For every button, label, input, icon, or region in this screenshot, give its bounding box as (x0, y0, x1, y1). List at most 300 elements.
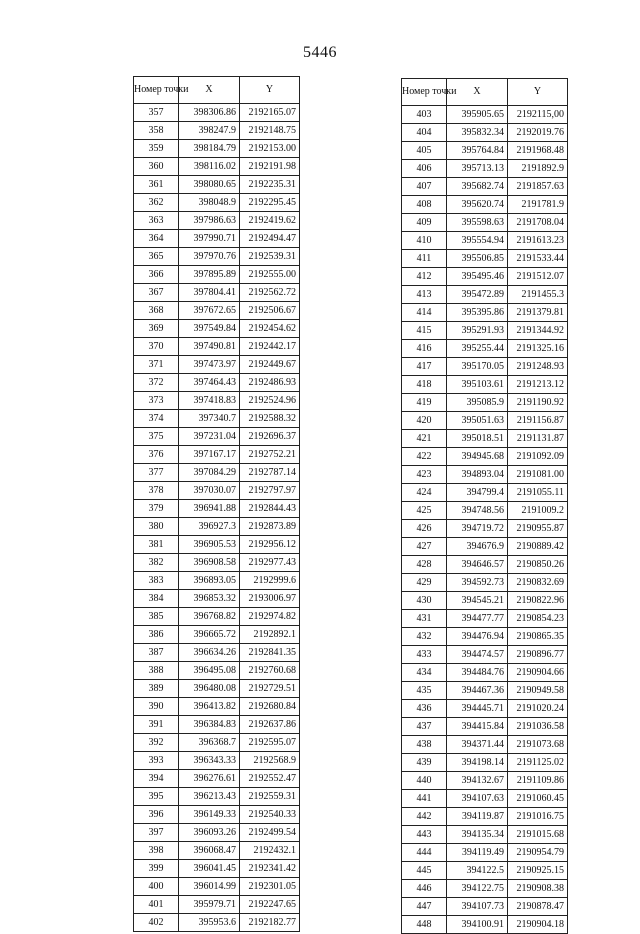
y-coordinate-cell: 2192301.05 (240, 878, 300, 896)
point-number-cell: 418 (402, 376, 447, 394)
table-row (402, 232, 568, 250)
point-number-cell: 432 (402, 628, 447, 646)
header-point-number: Номер точки (402, 79, 447, 106)
x-coordinate-cell: 395018.51 (447, 430, 508, 448)
x-coordinate-cell: 398080.65 (179, 176, 240, 194)
y-coordinate-cell: 2190832.69 (508, 574, 568, 592)
x-coordinate-cell: 397473.97 (179, 356, 240, 374)
x-coordinate-cell: 396368.7 (179, 734, 240, 752)
y-coordinate-cell: 2191020.24 (508, 700, 568, 718)
y-coordinate-cell: 2192974.82 (240, 608, 300, 626)
point-number-cell: 357 (134, 104, 179, 122)
x-coordinate-cell: 394484.76 (447, 664, 508, 682)
point-number-cell: 398 (134, 842, 179, 860)
x-coordinate-cell: 394122.75 (447, 880, 508, 898)
point-number-cell: 375 (134, 428, 179, 446)
y-coordinate-cell: 2192295.45 (240, 194, 300, 212)
x-coordinate-cell: 397084.29 (179, 464, 240, 482)
y-coordinate-cell: 2191016.75 (508, 808, 568, 826)
point-number-cell: 408 (402, 196, 447, 214)
point-number-cell: 448 (402, 916, 447, 934)
y-coordinate-cell: 2192568.9 (240, 752, 300, 770)
table-row (402, 736, 568, 754)
point-number-cell: 373 (134, 392, 179, 410)
point-number-cell: 365 (134, 248, 179, 266)
point-number-cell: 435 (402, 682, 447, 700)
table-row (134, 194, 300, 212)
y-coordinate-cell: 2192191.98 (240, 158, 300, 176)
point-number-cell: 371 (134, 356, 179, 374)
point-number-cell: 358 (134, 122, 179, 140)
x-coordinate-cell: 395506.85 (447, 250, 508, 268)
point-number-cell: 367 (134, 284, 179, 302)
x-coordinate-cell: 394415.84 (447, 718, 508, 736)
page-number: 5446 (303, 44, 337, 61)
table-row (402, 664, 568, 682)
x-coordinate-cell: 397340.7 (179, 410, 240, 428)
table-row (134, 104, 300, 122)
x-coordinate-cell: 394107.73 (447, 898, 508, 916)
y-coordinate-cell: 2191081.00 (508, 466, 568, 484)
point-number-cell: 366 (134, 266, 179, 284)
y-coordinate-cell: 2191073.68 (508, 736, 568, 754)
y-coordinate-cell: 2191533.44 (508, 250, 568, 268)
table-row (134, 572, 300, 590)
point-number-cell: 389 (134, 680, 179, 698)
point-number-cell: 443 (402, 826, 447, 844)
y-coordinate-cell: 2192539.31 (240, 248, 300, 266)
x-coordinate-cell: 395255.44 (447, 340, 508, 358)
x-coordinate-cell: 395170.05 (447, 358, 508, 376)
point-number-cell: 407 (402, 178, 447, 196)
y-coordinate-cell: 2191613.23 (508, 232, 568, 250)
header-x: X (179, 77, 240, 104)
y-coordinate-cell: 2192760.68 (240, 662, 300, 680)
coordinates-table-right (401, 78, 568, 934)
y-coordinate-cell: 2191055.11 (508, 484, 568, 502)
x-coordinate-cell: 394545.21 (447, 592, 508, 610)
point-number-cell: 442 (402, 808, 447, 826)
y-coordinate-cell: 2190850.26 (508, 556, 568, 574)
point-number-cell: 413 (402, 286, 447, 304)
point-number-cell: 420 (402, 412, 447, 430)
point-number-cell: 362 (134, 194, 179, 212)
x-coordinate-cell: 397418.83 (179, 392, 240, 410)
point-number-cell: 383 (134, 572, 179, 590)
x-coordinate-cell: 397490.81 (179, 338, 240, 356)
table-row (402, 880, 568, 898)
table-row (134, 176, 300, 194)
point-number-cell: 386 (134, 626, 179, 644)
x-coordinate-cell: 398048.9 (179, 194, 240, 212)
y-coordinate-cell: 2192506.67 (240, 302, 300, 320)
y-coordinate-cell: 2192841.35 (240, 644, 300, 662)
y-coordinate-cell: 2192494.47 (240, 230, 300, 248)
point-number-cell: 441 (402, 790, 447, 808)
y-coordinate-cell: 2192540.33 (240, 806, 300, 824)
x-coordinate-cell: 396149.33 (179, 806, 240, 824)
point-number-cell: 399 (134, 860, 179, 878)
x-coordinate-cell: 395395.86 (447, 304, 508, 322)
point-number-cell: 396 (134, 806, 179, 824)
x-coordinate-cell: 394748.56 (447, 502, 508, 520)
x-coordinate-cell: 394476.94 (447, 628, 508, 646)
y-coordinate-cell: 2191131.87 (508, 430, 568, 448)
x-coordinate-cell: 395832.34 (447, 124, 508, 142)
x-coordinate-cell: 398247.9 (179, 122, 240, 140)
y-coordinate-cell: 2192115,00 (508, 106, 568, 124)
y-coordinate-cell: 2192182.77 (240, 914, 300, 932)
y-coordinate-cell: 2192797.97 (240, 482, 300, 500)
point-number-cell: 392 (134, 734, 179, 752)
x-coordinate-cell: 395495.46 (447, 268, 508, 286)
table-row (402, 178, 568, 196)
x-coordinate-cell: 394474.57 (447, 646, 508, 664)
point-number-cell: 421 (402, 430, 447, 448)
point-number-cell: 430 (402, 592, 447, 610)
x-coordinate-cell: 396905.53 (179, 536, 240, 554)
point-number-cell: 363 (134, 212, 179, 230)
y-coordinate-cell: 2192247.65 (240, 896, 300, 914)
y-coordinate-cell: 2190896.77 (508, 646, 568, 664)
table-row (134, 896, 300, 914)
y-coordinate-cell: 2190889.42 (508, 538, 568, 556)
coordinates-table-left (133, 76, 300, 932)
y-coordinate-cell: 2192341.42 (240, 860, 300, 878)
y-coordinate-cell: 2192999.6 (240, 572, 300, 590)
table-row (402, 376, 568, 394)
x-coordinate-cell: 396665.72 (179, 626, 240, 644)
point-number-cell: 433 (402, 646, 447, 664)
y-coordinate-cell: 2192892.1 (240, 626, 300, 644)
table-row (402, 394, 568, 412)
y-coordinate-cell: 2191009.2 (508, 502, 568, 520)
table-row (402, 700, 568, 718)
y-coordinate-cell: 2191708.04 (508, 214, 568, 232)
table-row (134, 374, 300, 392)
table-row (402, 106, 568, 124)
point-number-cell: 370 (134, 338, 179, 356)
point-number-cell: 409 (402, 214, 447, 232)
x-coordinate-cell: 394646.57 (447, 556, 508, 574)
table-row (402, 304, 568, 322)
x-coordinate-cell: 394799.4 (447, 484, 508, 502)
table-row (402, 322, 568, 340)
table-row (134, 770, 300, 788)
table-row (402, 520, 568, 538)
point-number-cell: 376 (134, 446, 179, 464)
table-row (134, 788, 300, 806)
y-coordinate-cell: 2192235.31 (240, 176, 300, 194)
table-row (402, 214, 568, 232)
x-coordinate-cell: 397672.65 (179, 302, 240, 320)
x-coordinate-cell: 397986.63 (179, 212, 240, 230)
y-coordinate-cell: 2192552.47 (240, 770, 300, 788)
x-coordinate-cell: 396343.33 (179, 752, 240, 770)
table-row (134, 122, 300, 140)
table-row (134, 482, 300, 500)
x-coordinate-cell: 395472.89 (447, 286, 508, 304)
x-coordinate-cell: 395905.65 (447, 106, 508, 124)
table-row (134, 590, 300, 608)
x-coordinate-cell: 394371.44 (447, 736, 508, 754)
table-row (402, 412, 568, 430)
table-row (134, 878, 300, 896)
x-coordinate-cell: 396941.88 (179, 500, 240, 518)
table-row (402, 340, 568, 358)
y-coordinate-cell: 2192562.72 (240, 284, 300, 302)
y-coordinate-cell: 2192729.51 (240, 680, 300, 698)
header-y: Y (240, 77, 300, 104)
point-number-cell: 411 (402, 250, 447, 268)
point-number-cell: 372 (134, 374, 179, 392)
y-coordinate-cell: 2192432.1 (240, 842, 300, 860)
table-header-row (134, 77, 300, 104)
x-coordinate-cell: 396495.08 (179, 662, 240, 680)
y-coordinate-cell: 2191036.58 (508, 718, 568, 736)
x-coordinate-cell: 395764.84 (447, 142, 508, 160)
x-coordinate-cell: 397464.43 (179, 374, 240, 392)
y-coordinate-cell: 2192977.43 (240, 554, 300, 572)
table-row (134, 824, 300, 842)
table-row (134, 536, 300, 554)
y-coordinate-cell: 2192595.07 (240, 734, 300, 752)
point-number-cell: 414 (402, 304, 447, 322)
y-coordinate-cell: 2191156.87 (508, 412, 568, 430)
point-number-cell: 423 (402, 466, 447, 484)
table-row (402, 916, 568, 934)
point-number-cell: 387 (134, 644, 179, 662)
table-row (134, 806, 300, 824)
y-coordinate-cell: 2190878.47 (508, 898, 568, 916)
table-row (134, 626, 300, 644)
y-coordinate-cell: 2192680.84 (240, 698, 300, 716)
x-coordinate-cell: 396768.82 (179, 608, 240, 626)
x-coordinate-cell: 397167.17 (179, 446, 240, 464)
y-coordinate-cell: 2190954.79 (508, 844, 568, 862)
y-coordinate-cell: 2190865.35 (508, 628, 568, 646)
point-number-cell: 360 (134, 158, 179, 176)
point-number-cell: 425 (402, 502, 447, 520)
point-number-cell: 384 (134, 590, 179, 608)
point-number-cell: 379 (134, 500, 179, 518)
point-number-cell: 405 (402, 142, 447, 160)
y-coordinate-cell: 2191060.45 (508, 790, 568, 808)
point-number-cell: 447 (402, 898, 447, 916)
table-header-row (402, 79, 568, 106)
x-coordinate-cell: 394100.91 (447, 916, 508, 934)
table-row (402, 646, 568, 664)
point-number-cell: 404 (402, 124, 447, 142)
point-number-cell: 429 (402, 574, 447, 592)
point-number-cell: 400 (134, 878, 179, 896)
y-coordinate-cell: 2192442.17 (240, 338, 300, 356)
table-row (402, 682, 568, 700)
y-coordinate-cell: 2191213.12 (508, 376, 568, 394)
x-coordinate-cell: 396014.99 (179, 878, 240, 896)
x-coordinate-cell: 395291.93 (447, 322, 508, 340)
table-row (402, 844, 568, 862)
x-coordinate-cell: 398306.86 (179, 104, 240, 122)
table-row (402, 754, 568, 772)
point-number-cell: 437 (402, 718, 447, 736)
point-number-cell: 440 (402, 772, 447, 790)
x-coordinate-cell: 396413.82 (179, 698, 240, 716)
y-coordinate-cell: 2190904.18 (508, 916, 568, 934)
point-number-cell: 412 (402, 268, 447, 286)
x-coordinate-cell: 396041.45 (179, 860, 240, 878)
point-number-cell: 397 (134, 824, 179, 842)
x-coordinate-cell: 397990.71 (179, 230, 240, 248)
y-coordinate-cell: 2191015.68 (508, 826, 568, 844)
table-row (134, 716, 300, 734)
x-coordinate-cell: 394107.63 (447, 790, 508, 808)
x-coordinate-cell: 394467.36 (447, 682, 508, 700)
y-coordinate-cell: 2192165.07 (240, 104, 300, 122)
x-coordinate-cell: 395979.71 (179, 896, 240, 914)
point-number-cell: 374 (134, 410, 179, 428)
table-row (402, 430, 568, 448)
x-coordinate-cell: 396068.47 (179, 842, 240, 860)
point-number-cell: 434 (402, 664, 447, 682)
table-row (134, 752, 300, 770)
table-row (134, 248, 300, 266)
table-row (402, 448, 568, 466)
x-coordinate-cell: 397804.41 (179, 284, 240, 302)
x-coordinate-cell: 398116.02 (179, 158, 240, 176)
y-coordinate-cell: 2190854.23 (508, 610, 568, 628)
table-row (402, 502, 568, 520)
x-coordinate-cell: 396853.32 (179, 590, 240, 608)
table-row (402, 772, 568, 790)
x-coordinate-cell: 397030.07 (179, 482, 240, 500)
table-row (134, 338, 300, 356)
point-number-cell: 415 (402, 322, 447, 340)
point-number-cell: 417 (402, 358, 447, 376)
x-coordinate-cell: 397231.04 (179, 428, 240, 446)
point-number-cell: 391 (134, 716, 179, 734)
y-coordinate-cell: 2191379.81 (508, 304, 568, 322)
point-number-cell: 390 (134, 698, 179, 716)
table-row (402, 592, 568, 610)
point-number-cell: 359 (134, 140, 179, 158)
y-coordinate-cell: 2191512.07 (508, 268, 568, 286)
y-coordinate-cell: 2191968.48 (508, 142, 568, 160)
x-coordinate-cell: 394719.72 (447, 520, 508, 538)
y-coordinate-cell: 2190955.87 (508, 520, 568, 538)
table-row (402, 142, 568, 160)
y-coordinate-cell: 2192873.89 (240, 518, 300, 536)
header-point-number: Номер точки (134, 77, 179, 104)
table-row (134, 446, 300, 464)
x-coordinate-cell: 394132.67 (447, 772, 508, 790)
point-number-cell: 382 (134, 554, 179, 572)
table-row (402, 574, 568, 592)
table-row (134, 698, 300, 716)
x-coordinate-cell: 395598.63 (447, 214, 508, 232)
x-coordinate-cell: 394135.34 (447, 826, 508, 844)
table-row (134, 320, 300, 338)
table-row (134, 230, 300, 248)
table-row (402, 826, 568, 844)
y-coordinate-cell: 2192419.62 (240, 212, 300, 230)
table-row (402, 160, 568, 178)
point-number-cell: 403 (402, 106, 447, 124)
point-number-cell: 427 (402, 538, 447, 556)
x-coordinate-cell: 397549.84 (179, 320, 240, 338)
y-coordinate-cell: 2190822.96 (508, 592, 568, 610)
y-coordinate-cell: 2193006.97 (240, 590, 300, 608)
x-coordinate-cell: 395713.13 (447, 160, 508, 178)
y-coordinate-cell: 2190925.15 (508, 862, 568, 880)
point-number-cell: 410 (402, 232, 447, 250)
point-number-cell: 368 (134, 302, 179, 320)
y-coordinate-cell: 2192787.14 (240, 464, 300, 482)
x-coordinate-cell: 396276.61 (179, 770, 240, 788)
table-row (134, 662, 300, 680)
x-coordinate-cell: 396634.26 (179, 644, 240, 662)
x-coordinate-cell: 394122.5 (447, 862, 508, 880)
point-number-cell: 395 (134, 788, 179, 806)
table-row (402, 538, 568, 556)
table-row (134, 680, 300, 698)
y-coordinate-cell: 2191109.86 (508, 772, 568, 790)
table-row (402, 862, 568, 880)
y-coordinate-cell: 2191781.9 (508, 196, 568, 214)
y-coordinate-cell: 2192559.31 (240, 788, 300, 806)
point-number-cell: 402 (134, 914, 179, 932)
x-coordinate-cell: 394119.87 (447, 808, 508, 826)
table-row (134, 302, 300, 320)
point-number-cell: 446 (402, 880, 447, 898)
y-coordinate-cell: 2191190.92 (508, 394, 568, 412)
y-coordinate-cell: 2192555.00 (240, 266, 300, 284)
point-number-cell: 424 (402, 484, 447, 502)
y-coordinate-cell: 2192844.43 (240, 500, 300, 518)
y-coordinate-cell: 2192637.86 (240, 716, 300, 734)
point-number-cell: 378 (134, 482, 179, 500)
y-coordinate-cell: 2192524.96 (240, 392, 300, 410)
x-coordinate-cell: 395682.74 (447, 178, 508, 196)
table-row (402, 358, 568, 376)
point-number-cell: 393 (134, 752, 179, 770)
x-coordinate-cell: 394119.49 (447, 844, 508, 862)
table-row (134, 410, 300, 428)
y-coordinate-cell: 2191892.9 (508, 160, 568, 178)
x-coordinate-cell: 395103.61 (447, 376, 508, 394)
table-row (402, 898, 568, 916)
x-coordinate-cell: 395554.94 (447, 232, 508, 250)
x-coordinate-cell: 396384.83 (179, 716, 240, 734)
point-number-cell: 444 (402, 844, 447, 862)
y-coordinate-cell: 2190904.66 (508, 664, 568, 682)
x-coordinate-cell: 394592.73 (447, 574, 508, 592)
y-coordinate-cell: 2192153.00 (240, 140, 300, 158)
y-coordinate-cell: 2192454.62 (240, 320, 300, 338)
y-coordinate-cell: 2192148.75 (240, 122, 300, 140)
table-row (402, 718, 568, 736)
x-coordinate-cell: 395620.74 (447, 196, 508, 214)
table-row (134, 284, 300, 302)
x-coordinate-cell: 395085.9 (447, 394, 508, 412)
y-coordinate-cell: 2191455.3 (508, 286, 568, 304)
point-number-cell: 385 (134, 608, 179, 626)
y-coordinate-cell: 2192956.12 (240, 536, 300, 554)
table-row (134, 428, 300, 446)
table-row (134, 860, 300, 878)
table-row (134, 266, 300, 284)
table-row (402, 250, 568, 268)
